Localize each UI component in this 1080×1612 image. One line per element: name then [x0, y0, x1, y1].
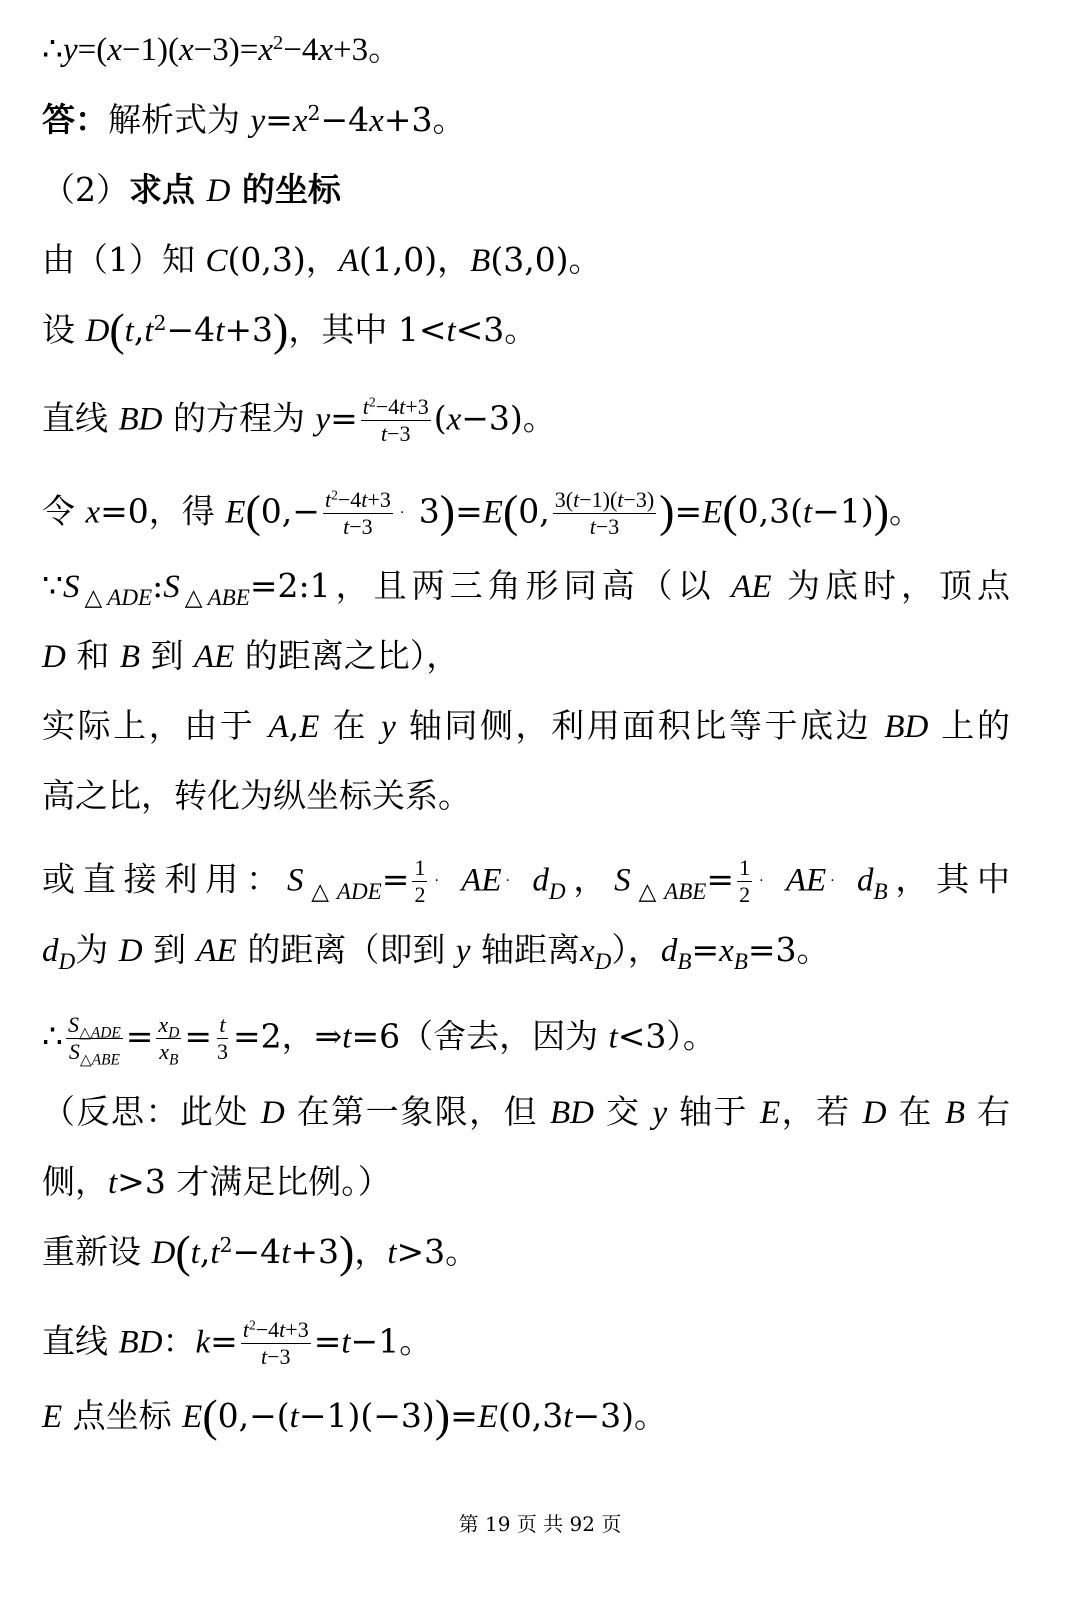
line-9: D 和 B 到 AE 的距离之比），: [42, 636, 460, 675]
line-1: $\therefore y=(x-1)(x-3)=x^2-4x+3$。: [42, 31, 402, 68]
line-15: （反思：此处 D 在第一象限，但 BD 交 y 轴于 E，若 D 在 B 右: [42, 1092, 1011, 1131]
line-4: 由（1）知 C(0,3)，A(1,0)，B(3,0)。: [42, 240, 602, 279]
line-17: 重新设 $D(t,t^2-4t+3)$，t>3。: [42, 1226, 479, 1277]
line-6: 直线 BD 的方程为 y= $\frac{t^2-4t+3}{t-3}$ (x−3)。: [42, 394, 556, 446]
line-2: 答：解析式为 $y=x^2-4x+3$。: [42, 100, 466, 139]
line-13: $d_D$为 D 到 AE 的距离（即到 y 轴距离$x_D$），$d_B=x_B=3$。: [42, 930, 830, 975]
line-5: 设 $D(t,t^2-4t+3)$，其中 1<t<3。: [42, 304, 538, 355]
line-10: 实际上，由于 A,E 在 y 轴同侧，利用面积比等于底边 BD 上的: [42, 706, 1010, 745]
line-3-section-heading: （2）求点 D 的坐标: [42, 170, 341, 209]
line-8: $\because S_{\triangle ADE}:S_{\triangle ABE}=2:1$，且两三角形同高（以 AE 为底时，顶点: [42, 566, 1010, 612]
line-12: 或直接利用：$S_{\triangle ADE}=$ $\frac{1}{2}$ · AE · $d_D$，$S_{\triangle ABE}=$ $\frac{1}{2}$ · AE · $d_B$，其中: [42, 855, 1011, 907]
answer-label: 答：: [42, 100, 108, 139]
line-14: ∴ $\frac{S_{\triangle ADE}}{S_{\triangle ABE}}$ = $\frac{x_D}{x_B}$ = $\frac{t}{3}$ =2，⇒t=6（舍去，因为 t<3）。: [42, 1012, 716, 1069]
line-16: 侧，t>3 才满足比例。）: [42, 1162, 391, 1201]
line-18: 直线 BD：k= $\frac{t^2-4t+3}{t-3}$ =t−1。: [42, 1317, 433, 1369]
line-11: 高之比，转化为纵坐标关系。: [42, 776, 471, 815]
line-19: E 点坐标 E(0,−(t−1)(−3))=E(0,3t−3)。: [42, 1390, 667, 1441]
slope-fraction: $\frac{t^2-4t+3}{t-3}$: [362, 394, 429, 446]
page-footer: 第 19 页 共 92 页: [458, 1512, 622, 1536]
line-7: 令 x=0，得 E(0,− $\frac{t^2-4t+3}{t-3}$ · 3)=E(0, $\frac{3(t-1)(t-3)}{t-3}$ )=E(0,3(t−1))。: [42, 485, 923, 539]
